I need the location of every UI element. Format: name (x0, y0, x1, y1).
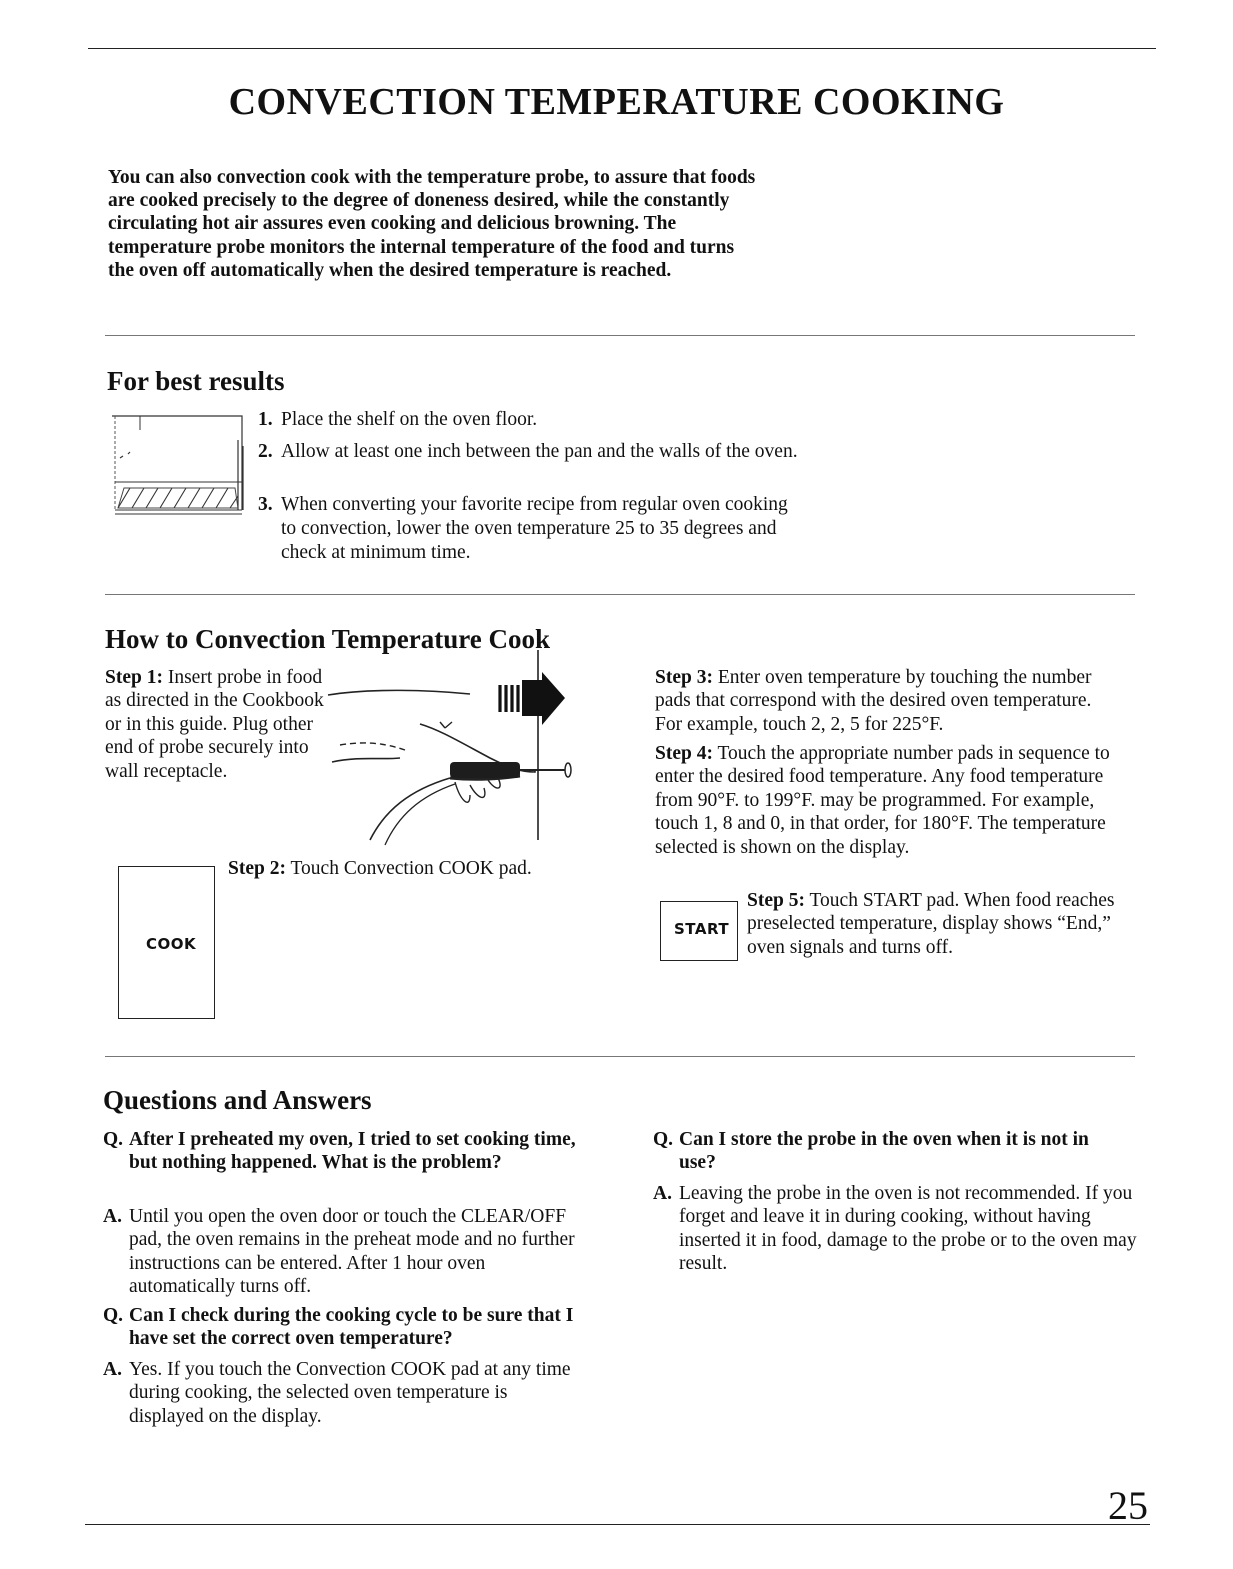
probe-plug-illustration (320, 650, 590, 850)
oven-shelf-illustration (110, 410, 250, 520)
step-3-text: Enter oven temperature by touching the number pads that correspond with the desired oven temperature. For example, touch 2, 2, 5 for 225°F. (655, 667, 1092, 735)
step-1-label: Step 1: (105, 667, 163, 688)
item-number: 3. (258, 494, 273, 515)
step-3-label: Step 3: (655, 667, 713, 688)
item-text: When converting your favorite recipe from regular oven cooking to convection, lower the oven temperature 25 to 35 degrees and check at minimum time. (281, 494, 788, 563)
step-5 (747, 889, 1117, 959)
section-divider (105, 335, 1135, 336)
q-prefix: Q. (103, 1129, 124, 1150)
step-3 (655, 666, 1110, 736)
question-text: After I preheated my oven, I tried to set cooking time, but nothing happened. What is the problem? (129, 1129, 576, 1174)
best-results-item-1 (258, 408, 798, 432)
a-prefix: A. (103, 1359, 122, 1380)
start-pad[interactable] (660, 901, 738, 961)
question-2 (103, 1304, 588, 1351)
best-results-heading: For best results (107, 366, 285, 396)
step-4-text: Touch the appropriate number pads in sequence to enter the desired food temperature. Any food temperature from 90°F. to 199°F. may be programmed. For example, touch 1, 8 and 0, in that order, for 180°F. The temperature selected is shown on the display. (655, 743, 1110, 858)
question-3 (653, 1128, 1123, 1175)
answer-3 (653, 1182, 1143, 1276)
section-divider (105, 594, 1135, 595)
top-rule (88, 48, 1156, 49)
item-text: Allow at least one inch between the pan and the walls of the oven. (281, 441, 798, 462)
a-prefix: A. (653, 1183, 672, 1204)
item-number: 1. (258, 409, 273, 430)
step-2-text: Touch Convection COOK pad. (290, 858, 532, 879)
item-text: Place the shelf on the oven floor. (281, 409, 538, 430)
step-5-label: Step 5: (747, 890, 805, 911)
start-pad-label: START (674, 920, 730, 938)
step-4 (655, 742, 1115, 859)
question-text: Can I check during the cooking cycle to be sure that I have set the correct oven temperature? (129, 1305, 574, 1350)
intro-paragraph: You can also convection cook with the temperature probe, to assure that foods are cooked precisely to the degree of doneness desired, while the constantly circulating hot air assures even cooking and delicious browning. The temperature probe monitors the internal temperature of the food and turns the oven off automatically when the desired temperature is reached. (108, 167, 756, 281)
question-1 (103, 1128, 583, 1175)
a-prefix: A. (103, 1206, 122, 1227)
qa-heading: Questions and Answers (103, 1085, 372, 1115)
step-2 (228, 857, 608, 880)
item-number: 2. (258, 441, 273, 462)
step-1 (105, 666, 340, 783)
question-text: Can I store the probe in the oven when it is not in use? (679, 1129, 1089, 1174)
step-1-text: Insert probe in food as directed in the Cookbook or in this guide. Plug other end of probe securely into wall receptacle. (105, 667, 324, 782)
best-results-item-3 (258, 493, 798, 565)
answer-1 (103, 1205, 583, 1299)
section-divider (105, 1056, 1135, 1057)
best-results-item-2 (258, 440, 798, 464)
q-prefix: Q. (653, 1129, 674, 1150)
step-2-label: Step 2: (228, 858, 286, 879)
q-prefix: Q. (103, 1305, 124, 1326)
bottom-rule (85, 1524, 1150, 1525)
step-4-label: Step 4: (655, 743, 713, 764)
answer-text: Leaving the probe in the oven is not recommended. If you forget and leave it in during cooking, without having inserted it in food, damage to the probe or to the oven may result. (679, 1183, 1137, 1275)
answer-2 (103, 1358, 573, 1428)
page-number: 25 (1108, 1483, 1148, 1528)
step-5-text: Touch START pad. When food reaches preselected temperature, display shows “End,” oven signals and turns off. (747, 890, 1115, 958)
answer-text: Yes. If you touch the Convection COOK pad at any time during cooking, the selected oven temperature is displayed on the display. (129, 1359, 571, 1427)
cook-pad-label: COOK (146, 935, 197, 953)
how-to-heading: How to Convection Temperature Cook (105, 624, 550, 654)
answer-text: Until you open the oven door or touch the CLEAR/OFF pad, the oven remains in the preheat mode and no further instructions can be entered. After 1 hour oven automatically turns off. (129, 1206, 575, 1298)
cook-pad[interactable] (118, 866, 215, 1019)
page-title: CONVECTION TEMPERATURE COOKING (228, 81, 1005, 123)
